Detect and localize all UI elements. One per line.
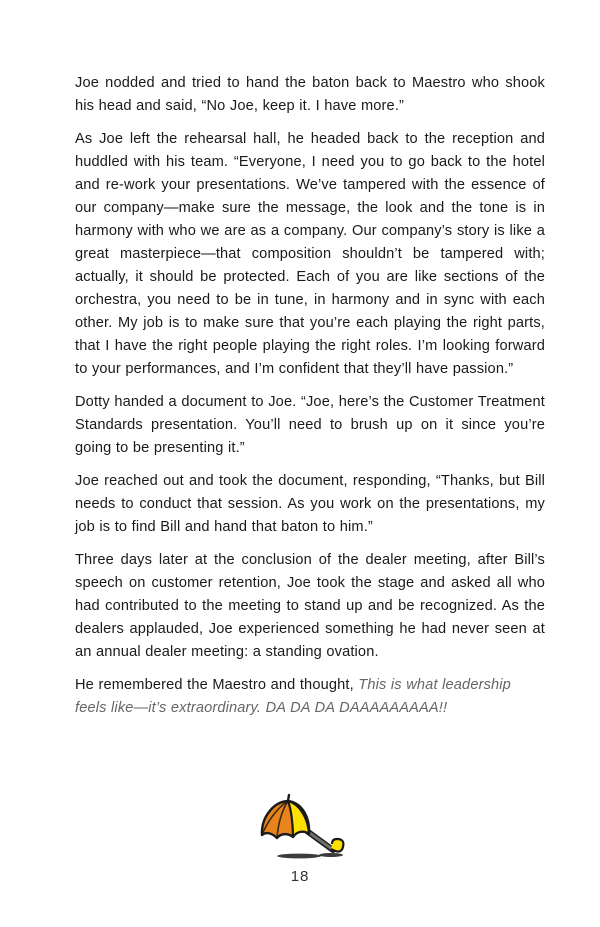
paragraph-5: Three days later at the conclusion of the dealer meeting, after Bill’s speech on customer retention, Joe took the stage and asked all who had contributed to the meeting to stand up and be recognized. As the dealers applauded, Joe experienced something he had never seen at an annual dealer meeting: a standing ovation. bbox=[75, 552, 545, 660]
paragraph-2: As Joe left the rehearsal hall, he headed back to the reception and huddled with his team. “Everyone, I need you to go back to the hotel and re-work your presentations. We’ve tampered with the essence of our company—make sure the message, the look and the tone is in harmony with who we are as a company. Our company’s story is like a great masterpiece—that composition shouldn’t be tampered with; actually, it should be protected. Each of you are like sections of the orchestra, you need to be in tune, in harmony and in sync with each other. My job is to make sure that you’re each playing the right parts, that I have the right people playing the right roles. I’m looking forward to your performances, and I’m confident that they’ll have passion.” bbox=[75, 131, 545, 377]
paragraph-3: Dotty handed a document to Joe. “Joe, here’s the Customer Treatment Standards presentation. You’ll need to brush up on it since you’re going to be presenting it.” bbox=[75, 394, 545, 456]
page-number: 18 bbox=[290, 868, 310, 885]
umbrella-illustration bbox=[255, 793, 355, 865]
paragraph-1: Joe nodded and tried to hand the baton back to Maestro who shook his head and said, “No Joe, keep it. I have more.” bbox=[75, 75, 545, 114]
umbrella-icon bbox=[255, 793, 355, 865]
body-text-column bbox=[75, 72, 545, 720]
final-roman-text: He remembered the Maestro and thought, bbox=[75, 677, 359, 693]
paragraph-6-final bbox=[75, 674, 545, 720]
paragraph-4: Joe reached out and took the document, responding, “Thanks, but Bill needs to conduct that session. As you work on the presentations, my job is to find Bill and hand that baton to him.” bbox=[75, 473, 545, 535]
final-italic-text: This is what leadership feels like—it’s extraordinary. DA DA DA DAAAAAAAAA!! bbox=[75, 677, 511, 716]
